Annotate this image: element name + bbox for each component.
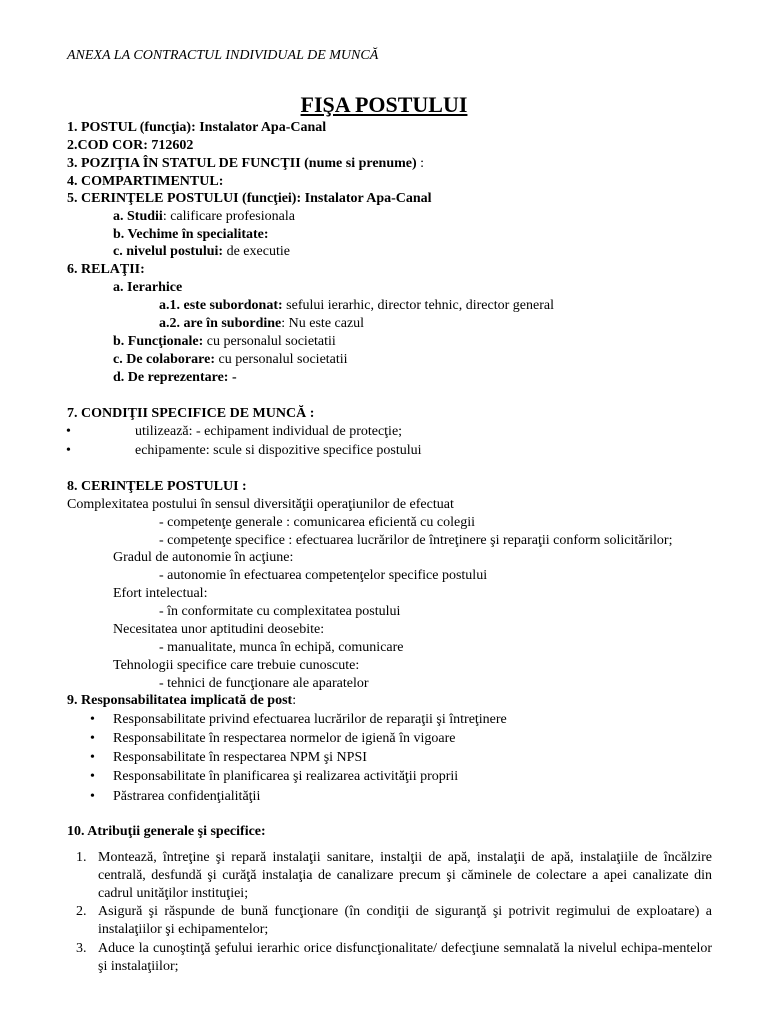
section-6c-value: cu personalul societatii bbox=[214, 352, 348, 367]
bullet-icon: • bbox=[90, 712, 95, 727]
section-5c-label: c. nivelul postului: bbox=[113, 244, 224, 259]
section-8-line-4: - autonomie în efectuarea competenţelor specifice postului bbox=[159, 568, 488, 583]
section-10-item-3-number: 3. bbox=[76, 941, 87, 956]
section-6a1 bbox=[159, 297, 554, 315]
section-6a2 bbox=[159, 315, 364, 333]
section-6a: a. Ierarhice bbox=[113, 280, 183, 295]
section-5c bbox=[113, 243, 290, 261]
section-8-line-9: Tehnologii specifice care trebuie cunoscute: bbox=[113, 658, 360, 673]
section-8-cerinte: 8. CERINŢELE POSTULUI : bbox=[67, 479, 247, 494]
section-6b-label: b. Funcţionale: bbox=[113, 334, 204, 349]
section-10-item-1-text: Montează, întreţine şi repară instalaţii sanitare, instalţii de apă, instalaţii de apă, instalaţiile de încălzire centrală, desfundă şi curăţă instalaţia de canalizare precum şi căminele de colectare a apei canalizate din cadrul unităţilor instituţiei; bbox=[98, 850, 712, 901]
section-5a bbox=[113, 208, 295, 226]
section-6c bbox=[113, 351, 348, 369]
section-7-item-1: utilizează: - echipament individual de protecţie; bbox=[135, 424, 403, 439]
section-9-responsabilitate bbox=[67, 692, 296, 710]
section-5b: b. Vechime în specialitate: bbox=[113, 227, 269, 242]
section-6b-value: cu personalul societatii bbox=[203, 334, 336, 349]
section-4-compartiment: 4. COMPARTIMENTUL: bbox=[67, 174, 224, 189]
bullet-icon: • bbox=[66, 424, 71, 439]
document-title: FIŞA POSTULUI bbox=[300, 92, 468, 117]
section-8-line-7: Necesitatea unor aptitudini deosebite: bbox=[113, 622, 325, 637]
section-8-line-5: Efort intelectual: bbox=[113, 586, 208, 601]
section-7-item-2: echipamente: scule si dispozitive specifice postului bbox=[135, 443, 422, 458]
section-8-line-3: Gradul de autonomie în acţiune: bbox=[113, 550, 294, 565]
section-9-label: 9. Responsabilitatea implicată de post bbox=[67, 693, 293, 708]
bullet-icon: • bbox=[90, 769, 95, 784]
section-6a1-value: sefului ierarhic, director tehnic, director general bbox=[282, 298, 554, 313]
section-10-item-3-text: Aduce la cunoştinţă şefului ierarhic orice disfuncţionalitate/ defecţiune semnalată la nivelul echipa-mentelor şi instalaţiilor; bbox=[98, 941, 712, 974]
section-9-item-3: Responsabilitate în respectarea NPM şi NPSI bbox=[113, 750, 367, 765]
bullet-icon: • bbox=[66, 443, 71, 458]
section-5c-value: de executie bbox=[223, 244, 290, 259]
section-6d: d. De reprezentare: - bbox=[113, 370, 237, 385]
section-6a1-label: a.1. este subordonat: bbox=[159, 298, 283, 313]
section-6-relatii: 6. RELAŢII: bbox=[67, 262, 145, 277]
section-9-item-1: Responsabilitate privind efectuarea lucrărilor de reparaţii şi întreţinere bbox=[113, 712, 507, 727]
section-8-line-6: - în conformitate cu complexitatea postului bbox=[159, 604, 401, 619]
section-8-line-1: - competenţe generale : comunicarea eficientă cu colegii bbox=[159, 515, 475, 530]
section-9-item-4: Responsabilitate în planificarea şi realizarea activităţii proprii bbox=[113, 769, 459, 784]
section-10-item-1-number: 1. bbox=[76, 850, 87, 865]
section-6a2-value: : Nu este cazul bbox=[281, 316, 365, 331]
section-6c-label: c. De colaborare: bbox=[113, 352, 215, 367]
section-10-item-2-text: Asigură şi răspunde de bună funcţionare (în condiţii de siguranţă şi potrivit regimului de exploatare) a instalaţiilor şi echipamentelor; bbox=[98, 904, 712, 937]
section-9-item-2: Responsabilitate în respectarea normelor de igienă în vigoare bbox=[113, 731, 456, 746]
section-5a-label: a. Studii bbox=[113, 209, 163, 224]
section-10-item-2-number: 2. bbox=[76, 904, 87, 919]
section-6a2-label: a.2. are în subordine bbox=[159, 316, 282, 331]
bullet-icon: • bbox=[90, 789, 95, 804]
bullet-icon: • bbox=[90, 731, 95, 746]
document-header: ANEXA LA CONTRACTUL INDIVIDUAL DE MUNCĂ bbox=[67, 48, 379, 63]
section-9-item-5: Păstrarea confidenţialităţii bbox=[113, 789, 261, 804]
section-5-cerinte: 5. CERINŢELE POSTULUI (funcţiei): Instalator Apa-Canal bbox=[67, 191, 432, 206]
section-8-intro: Complexitatea postului în sensul diversităţii operaţiunilor de efectuat bbox=[67, 497, 454, 512]
bullet-icon: • bbox=[90, 750, 95, 765]
section-7-conditii: 7. CONDIŢII SPECIFICE DE MUNCĂ : bbox=[67, 406, 315, 421]
section-8-line-2: - competenţe specifice : efectuarea lucrărilor de întreţinere şi reparaţii conform solicitărilor; bbox=[159, 533, 673, 548]
section-5a-value: : calificare profesionala bbox=[162, 209, 295, 224]
section-3-label: 3. POZIŢIA ÎN STATUL DE FUNCŢII (nume si prenume) bbox=[67, 156, 417, 171]
section-2-cod-cor: 2.COD COR: 712602 bbox=[67, 138, 194, 153]
section-8-line-8: - manualitate, munca în echipă, comunicare bbox=[159, 640, 404, 655]
section-1-post: 1. POSTUL (funcţia): Instalator Apa-Canal bbox=[67, 120, 327, 135]
section-8-line-10: - tehnici de funcţionare ale aparatelor bbox=[159, 676, 369, 691]
section-3-value: : bbox=[416, 156, 425, 171]
section-10-atributii: 10. Atribuţii generale şi specifice: bbox=[67, 824, 266, 839]
section-6b bbox=[113, 333, 336, 351]
section-9-suffix: : bbox=[292, 693, 297, 708]
section-3-pozitia bbox=[67, 155, 424, 173]
